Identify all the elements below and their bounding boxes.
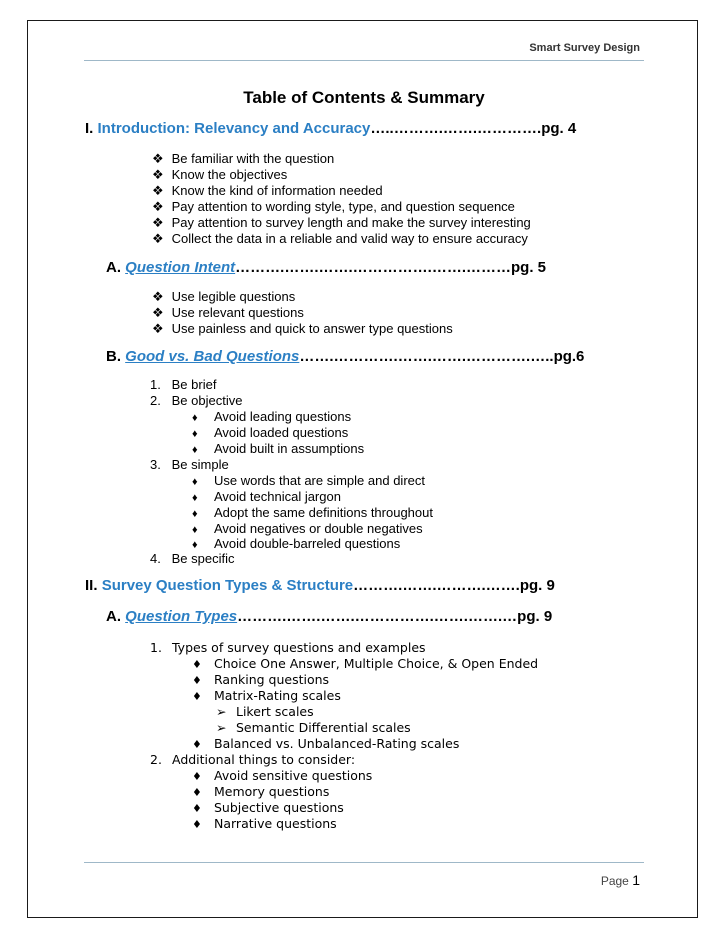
list-item: ❖ Use legible questions	[152, 289, 296, 304]
diamond-bullet-icon: ❖	[152, 151, 164, 166]
toc-entry-introduction[interactable]	[85, 120, 576, 137]
numbered-item: 3. Be simple	[150, 457, 229, 472]
arrow-bullet-icon: ➢	[216, 704, 227, 719]
sub-bullet-item: ♦ Avoid double-barreled questions	[192, 536, 401, 551]
arrow-bullet-item: ➢ Likert scales	[216, 704, 314, 719]
page-ref: pg. 9	[519, 577, 555, 594]
list-item: ❖ Collect the data in a reliable and valid way to ensure accuracy	[152, 231, 528, 246]
subsection-link-good-vs-bad[interactable]: Good vs. Bad Questions	[125, 348, 300, 365]
solid-diamond-icon: ♦	[192, 770, 202, 783]
numbered-item: 2. Be objective	[150, 393, 243, 408]
toc-entry-survey-question-types[interactable]	[85, 577, 555, 594]
page-ref: pg. 4	[541, 120, 577, 137]
solid-diamond-icon: ♦	[192, 412, 198, 424]
numbered-item: 1. Be brief	[150, 377, 217, 392]
solid-diamond-icon: ♦	[192, 492, 198, 504]
subsection-letter: A.	[106, 259, 121, 276]
page-ref: pg. 9	[517, 608, 553, 625]
diamond-bullet-icon: ❖	[152, 167, 164, 182]
page-footer	[601, 872, 640, 888]
leader-dots: ……….…….…….…………….…….…….…	[237, 608, 518, 625]
leader-dots: ……….…….…….…………….…….………	[235, 259, 512, 276]
sub-bullet-item: ♦ Avoid negatives or double negatives	[192, 521, 423, 536]
section-numeral: II.	[85, 577, 98, 594]
page-title: Table of Contents & Summary	[243, 88, 485, 107]
sub-bullet-item: ♦ Narrative questions	[192, 816, 337, 831]
solid-diamond-icon: ♦	[192, 802, 202, 815]
page-ref: pg.6	[553, 348, 585, 365]
list-item: ❖ Know the objectives	[152, 167, 288, 182]
solid-diamond-icon: ♦	[192, 476, 198, 488]
diamond-bullet-icon: ❖	[152, 321, 164, 336]
solid-diamond-icon: ♦	[192, 738, 202, 751]
solid-diamond-icon: ♦	[192, 690, 202, 703]
page-number: 1	[632, 872, 640, 888]
page-border	[27, 20, 698, 918]
diamond-bullet-icon: ❖	[152, 183, 164, 198]
sub-bullet-item: ♦ Subjective questions	[192, 800, 344, 815]
leader-dots: ……….…….……….…….	[353, 577, 520, 594]
solid-diamond-icon: ♦	[192, 674, 202, 687]
sub-bullet-item: ♦ Ranking questions	[192, 672, 330, 687]
sub-bullet-item: ♦ Memory questions	[192, 784, 330, 799]
sub-bullet-item: ♦ Use words that are simple and direct	[192, 473, 425, 488]
header-doc-title: Smart Survey Design	[529, 42, 640, 54]
solid-diamond-icon: ♦	[192, 818, 202, 831]
section-link-survey-question-types[interactable]: Survey Question Types & Structure	[101, 577, 354, 594]
diamond-bullet-icon: ❖	[152, 215, 164, 230]
header-rule	[84, 60, 644, 61]
page-ref: pg. 5	[511, 259, 547, 276]
diamond-bullet-icon: ❖	[152, 289, 164, 304]
leader-dots: …..……….…….………….	[370, 120, 542, 137]
footer-rule	[84, 862, 644, 863]
section-numeral: I.	[85, 120, 94, 137]
leader-dots: …….………….…….…….………….…..	[299, 348, 554, 365]
solid-diamond-icon: ♦	[192, 539, 198, 551]
solid-diamond-icon: ♦	[192, 786, 202, 799]
subsection-letter: B.	[106, 348, 121, 365]
solid-diamond-icon: ♦	[192, 658, 202, 671]
numbered-item: 2. Additional things to consider:	[150, 752, 356, 767]
solid-diamond-icon: ♦	[192, 508, 198, 520]
sub-bullet-item: ♦ Avoid leading questions	[192, 409, 352, 424]
diamond-bullet-icon: ❖	[152, 199, 164, 214]
list-item: ❖ Pay attention to wording style, type, and question sequence	[152, 199, 515, 214]
section-link-introduction[interactable]: Introduction: Relevancy and Accuracy	[97, 120, 371, 137]
solid-diamond-icon: ♦	[192, 524, 198, 536]
solid-diamond-icon: ♦	[192, 444, 198, 456]
toc-entry-question-types[interactable]	[106, 608, 552, 625]
numbered-item: 4. Be specific	[150, 551, 235, 566]
sub-bullet-item: ♦ Adopt the same definitions throughout	[192, 505, 433, 520]
sub-bullet-item: ♦ Balanced vs. Unbalanced-Rating scales	[192, 736, 460, 751]
list-item: ❖ Know the kind of information needed	[152, 183, 383, 198]
page-label: Page	[600, 874, 629, 888]
subsection-link-question-intent[interactable]: Question Intent	[125, 259, 236, 276]
list-item: ❖ Use painless and quick to answer type questions	[152, 321, 453, 336]
numbered-item: 1. Types of survey questions and examples	[150, 640, 426, 655]
arrow-bullet-icon: ➢	[216, 720, 227, 735]
sub-bullet-item: ♦ Avoid built in assumptions	[192, 441, 365, 456]
sub-bullet-item: ♦ Choice One Answer, Multiple Choice, & Open Ended	[192, 656, 539, 671]
list-item: ❖ Pay attention to survey length and make the survey interesting	[152, 215, 531, 230]
diamond-bullet-icon: ❖	[152, 305, 164, 320]
toc-entry-question-intent[interactable]	[106, 259, 546, 276]
sub-bullet-item: ♦ Avoid loaded questions	[192, 425, 349, 440]
list-item: ❖ Be familiar with the question	[152, 151, 335, 166]
sub-bullet-item: ♦ Avoid sensitive questions	[192, 768, 373, 783]
list-item: ❖ Use relevant questions	[152, 305, 304, 320]
subsection-letter: A.	[106, 608, 121, 625]
diamond-bullet-icon: ❖	[152, 231, 164, 246]
toc-entry-good-vs-bad[interactable]	[106, 348, 584, 365]
subsection-link-question-types[interactable]: Question Types	[125, 608, 238, 625]
solid-diamond-icon: ♦	[192, 428, 198, 440]
sub-bullet-item: ♦ Matrix-Rating scales	[192, 688, 341, 703]
arrow-bullet-item: ➢ Semantic Differential scales	[216, 720, 411, 735]
sub-bullet-item: ♦ Avoid technical jargon	[192, 489, 341, 504]
